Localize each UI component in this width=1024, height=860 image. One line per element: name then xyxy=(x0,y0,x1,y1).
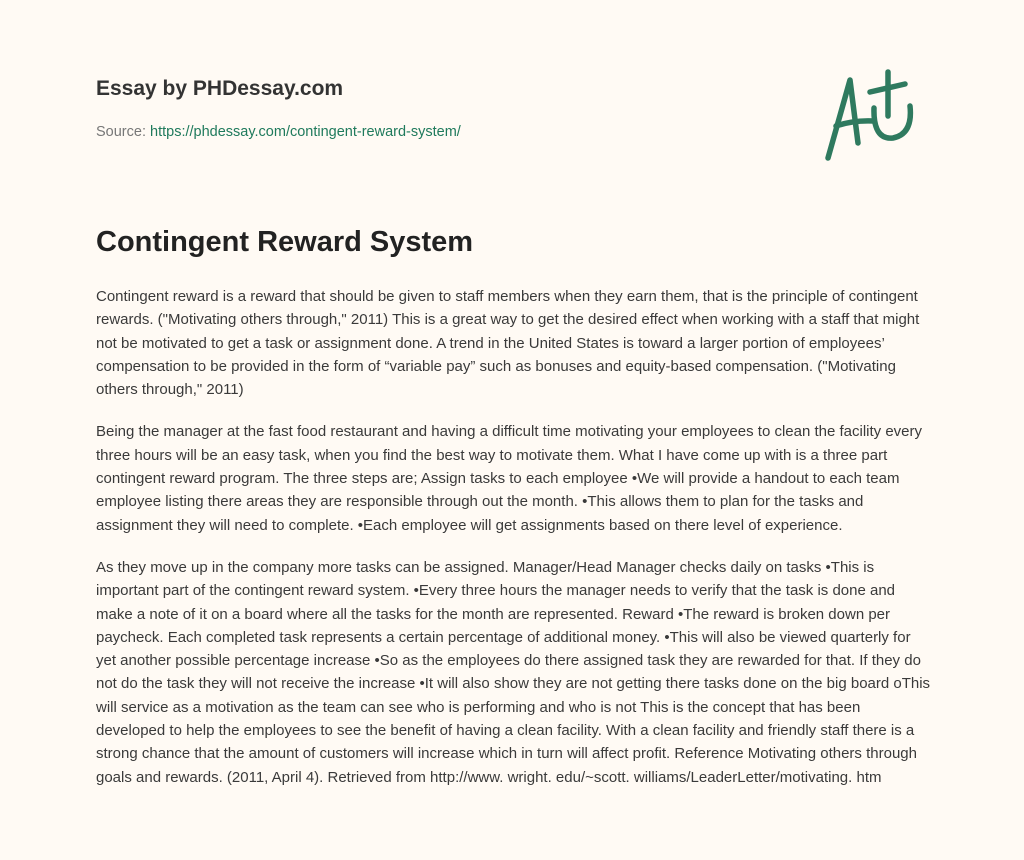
site-brand: Essay by PHDessay.com xyxy=(96,77,344,100)
article-paragraph: Being the manager at the fast food restaurant and having a difficult time motivating your employees to clean the facility every three hours will be an easy task, when you find the best way to motivate them. What I have come up with is a three part contingent reward program. The three steps are; Assign tasks to each employee •We will provide a handout to each team employee listing there areas they are responsible through out the month. •This allows them to plan for the tasks and assignment they will need to complete. •Each employee will get assignments based on there level of experience. xyxy=(96,423,923,534)
article-paragraph: Contingent reward is a reward that should be given to staff members when they earn them, that is the principle of contingent rewards. ("Motivating others through," 2011) This is a great way to get the desired effect when working with a staff that might not be motivated to get a task or assignment done. A trend in the United States is toward a larger portion of employees’ compensation to be provided in the form of “variable pay” such as bonuses and equity-based compensation. ("Motivating others through," 2011) xyxy=(96,288,920,399)
source-link[interactable]: https://phdessay.com/contingent-reward-system/ xyxy=(150,124,461,140)
article-title: Contingent Reward System xyxy=(96,226,474,258)
a-plus-logo-icon xyxy=(818,68,928,168)
article-paragraph: As they move up in the company more tasks can be assigned. Manager/Head Manager checks daily on tasks •This is important part of the contingent reward system. •Every three hours the manager needs to verify that the task is done and make a note of it on a board where all the tasks for the month are represented. Reward •The reward is broken down per paycheck. Each completed task represents a certain percentage of additional money. •This will also be viewed quarterly for yet another possible percentage increase •So as the employees do there assigned task they are rewarded for that. If they do not do the task they will not receive the increase •It will also show they are not getting there tasks done on the big board oThis will service as a motivation as the team can see who is performing and who is not This is the concept that has been developed to help the employees to see the benefit of having a clean facility. With a clean facility and friendly staff there is a strong chance that the amount of customers will increase which in turn will affect profit. Reference Motivating others through goals and rewards. (2011, April 4). Retrieved from http://www. wright. edu/~scott. williams/LeaderLetter/motivating. htm xyxy=(96,558,931,786)
article-body xyxy=(96,285,932,808)
source-label: Source: xyxy=(96,124,146,140)
source-line xyxy=(96,124,461,140)
